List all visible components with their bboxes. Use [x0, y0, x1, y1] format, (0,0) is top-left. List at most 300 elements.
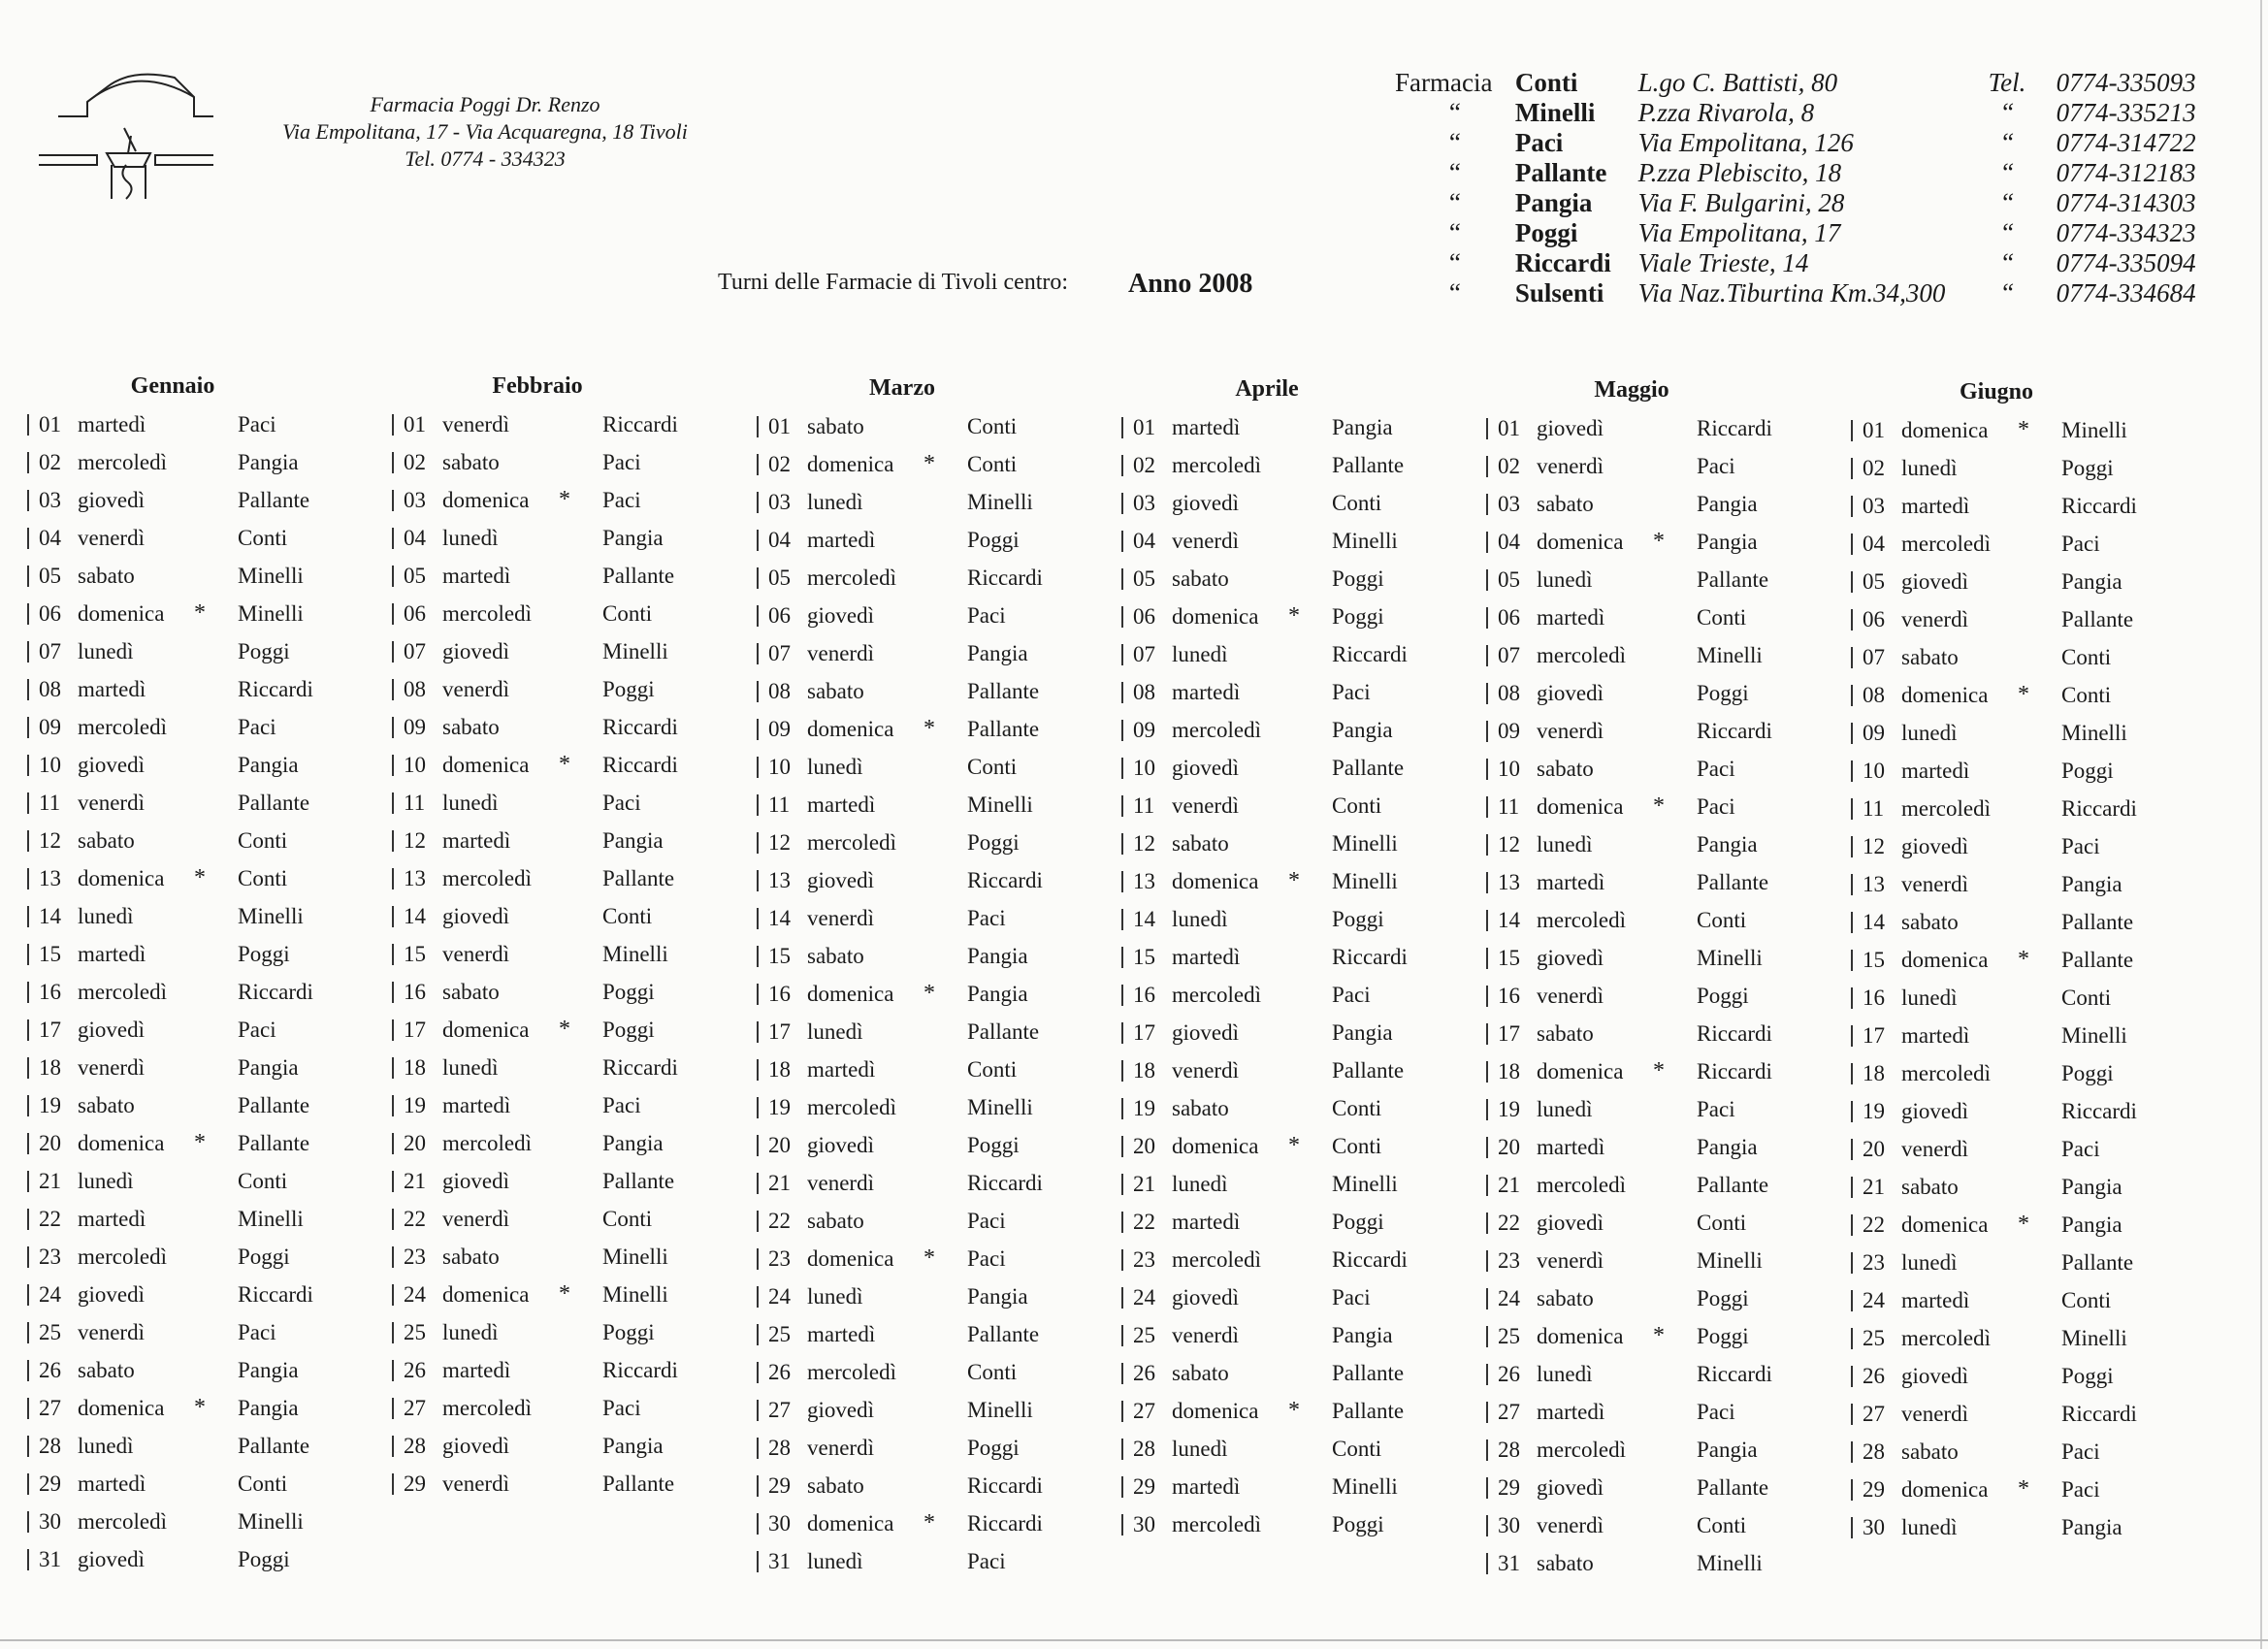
- day-row: [757, 1088, 1106, 1126]
- day-number: 14: [404, 904, 426, 928]
- day-row: [392, 935, 741, 973]
- day-number: 23: [1863, 1250, 1885, 1275]
- weekday: martedì: [1172, 945, 1241, 969]
- directory-address: Via Empolitana, 17: [1637, 218, 1841, 247]
- weekday: domenica: [1901, 1212, 1989, 1237]
- weekday: martedì: [1901, 494, 1970, 518]
- duty-pharmacy: Pallante: [602, 866, 675, 890]
- weekday: martedì: [1901, 1023, 1970, 1048]
- weekday: giovedì: [1537, 416, 1604, 440]
- duty-pharmacy: Riccardi: [1697, 719, 1772, 743]
- day-row: [1486, 485, 1835, 523]
- day-number: 07: [1498, 643, 1520, 667]
- weekday: martedì: [442, 1093, 511, 1117]
- duty-pharmacy: Pallante: [967, 1322, 1040, 1346]
- weekday: venerdì: [442, 942, 509, 966]
- weekday: lunedì: [442, 1055, 499, 1080]
- day-row: [392, 784, 741, 822]
- day-number: 17: [1133, 1020, 1155, 1045]
- duty-pharmacy: Paci: [2061, 1439, 2100, 1464]
- month-column-maggio: [1486, 371, 1835, 1582]
- day-number: 12: [39, 828, 61, 853]
- weekday: venerdì: [442, 677, 509, 701]
- day-row: [1486, 1128, 1835, 1166]
- day-number: 27: [404, 1396, 426, 1420]
- weekday: sabato: [78, 1358, 135, 1382]
- day-number: 22: [1498, 1211, 1520, 1235]
- weekday: sabato: [807, 944, 864, 968]
- day-row: [1486, 825, 1835, 863]
- duty-pharmacy: Riccardi: [967, 1511, 1043, 1536]
- day-row: [27, 708, 376, 746]
- holiday-star: *: [2018, 1476, 2029, 1502]
- weekday: mercoledì: [78, 1245, 167, 1269]
- day-row: [392, 481, 741, 519]
- duty-pharmacy: Conti: [1332, 1437, 1382, 1461]
- weekday: lunedì: [1172, 1437, 1228, 1461]
- row-divider: [27, 1473, 29, 1495]
- day-number: 29: [1133, 1474, 1155, 1499]
- weekday: venerdì: [1901, 1137, 1968, 1161]
- row-divider: [1486, 1175, 1488, 1196]
- day-number: 09: [404, 715, 426, 739]
- day-row: [392, 557, 741, 595]
- weekday: martedì: [1172, 1474, 1241, 1499]
- day-number: 22: [768, 1209, 791, 1233]
- day-number: 10: [1498, 757, 1520, 781]
- weekday: lunedì: [1537, 832, 1593, 857]
- row-divider: [1121, 493, 1123, 514]
- day-row: [1851, 1471, 2200, 1508]
- day-row: [1121, 787, 1471, 824]
- weekday: venerdì: [807, 1436, 874, 1460]
- day-number: 14: [1498, 908, 1520, 932]
- month-title: Maggio: [1594, 377, 1669, 403]
- day-row: [1851, 1054, 2200, 1092]
- weekday: giovedì: [1172, 756, 1239, 780]
- row-divider: [27, 528, 29, 549]
- row-divider: [757, 643, 759, 664]
- duty-pharmacy: Pangia: [602, 1434, 664, 1458]
- row-divider: [757, 1173, 759, 1194]
- day-number: 25: [1133, 1323, 1155, 1347]
- weekday: mercoledì: [78, 715, 167, 739]
- row-divider: [1486, 1364, 1488, 1385]
- day-row: [757, 407, 1106, 445]
- weekday: venerdì: [442, 1471, 509, 1496]
- duty-pharmacy: Paci: [1697, 757, 1735, 781]
- directory-pharmacy-name: Sulsenti: [1514, 278, 1604, 307]
- row-divider: [392, 944, 394, 965]
- day-row: [1121, 1089, 1471, 1127]
- row-divider: [1121, 1060, 1123, 1082]
- duty-pharmacy: Pallante: [238, 1434, 310, 1458]
- duty-pharmacy: Conti: [967, 1360, 1018, 1384]
- directory-phone-number: 0774-335093: [2056, 68, 2196, 97]
- row-divider: [1851, 1139, 1853, 1160]
- row-divider: [1851, 987, 1853, 1009]
- day-number: 28: [39, 1434, 61, 1458]
- weekday: giovedì: [1537, 1211, 1604, 1235]
- day-row: [1851, 1357, 2200, 1395]
- day-row: [1486, 1431, 1835, 1469]
- weekday: lunedì: [1901, 456, 1958, 480]
- day-row: [757, 1013, 1106, 1051]
- day-row: [27, 1200, 376, 1238]
- day-row: [392, 746, 741, 784]
- weekday: martedì: [78, 942, 146, 966]
- day-number: 20: [39, 1131, 61, 1155]
- row-divider: [1486, 986, 1488, 1007]
- weekday: mercoledì: [1172, 983, 1261, 1007]
- duty-pharmacy: Poggi: [2061, 759, 2114, 783]
- day-number: 25: [39, 1320, 61, 1344]
- schedule-subtitle: Turni delle Farmacie di Tivoli centro:: [718, 270, 1069, 295]
- day-row: [1121, 1354, 1471, 1392]
- row-divider: [757, 1362, 759, 1383]
- day-number: 18: [404, 1055, 426, 1080]
- weekday: venerdì: [1172, 529, 1239, 553]
- day-number: 09: [1498, 719, 1520, 743]
- day-row: [1851, 1168, 2200, 1206]
- duty-pharmacy: Riccardi: [602, 1358, 678, 1382]
- day-number: 26: [39, 1358, 61, 1382]
- directory-address: P.zza Rivarola, 8: [1637, 98, 1815, 127]
- duty-pharmacy: Riccardi: [238, 980, 313, 1004]
- day-number: 03: [768, 490, 791, 514]
- day-row: [392, 1124, 741, 1162]
- duty-pharmacy: Minelli: [602, 639, 668, 663]
- weekday: giovedì: [1901, 834, 1968, 858]
- row-divider: [392, 830, 394, 852]
- day-row: [392, 1276, 741, 1313]
- directory-lead: “: [1448, 188, 1461, 217]
- day-row: [757, 634, 1106, 672]
- weekday: domenica: [78, 1131, 165, 1155]
- day-number: 30: [768, 1511, 791, 1536]
- duty-pharmacy: Paci: [967, 1209, 1006, 1233]
- row-divider: [392, 906, 394, 927]
- row-divider: [757, 794, 759, 816]
- row-divider: [757, 605, 759, 627]
- weekday: venerdì: [442, 412, 509, 436]
- day-number: 15: [1863, 948, 1885, 972]
- duty-pharmacy: Pallante: [967, 679, 1040, 703]
- directory-phone-number: 0774-334684: [2056, 278, 2196, 307]
- duty-pharmacy: Paci: [1332, 1285, 1371, 1310]
- day-row: [1121, 673, 1471, 711]
- day-number: 10: [39, 753, 61, 777]
- day-number: 28: [1863, 1439, 1885, 1464]
- day-row: [27, 1011, 376, 1049]
- weekday: domenica: [442, 753, 530, 777]
- directory-tel-label: “: [1999, 218, 2015, 247]
- row-divider: [27, 566, 29, 587]
- weekday: giovedì: [1901, 1099, 1968, 1123]
- day-row: [1486, 598, 1835, 636]
- duty-pharmacy: Pallante: [238, 1131, 310, 1155]
- directory-address: Via Naz.Tiburtina Km.34,300: [1637, 278, 1946, 307]
- weekday: domenica: [807, 982, 894, 1006]
- day-number: 01: [404, 412, 426, 436]
- day-number: 14: [768, 906, 791, 930]
- day-row: [392, 1200, 741, 1238]
- duty-pharmacy: Pallante: [1332, 453, 1405, 477]
- directory-tel-label: “: [1999, 158, 2015, 187]
- day-row: [27, 1086, 376, 1124]
- day-number: 06: [1133, 604, 1155, 629]
- holiday-star: *: [2018, 417, 2029, 442]
- row-divider: [757, 1286, 759, 1308]
- row-divider: [27, 1057, 29, 1079]
- duty-pharmacy: Poggi: [238, 942, 290, 966]
- weekday: mercoledì: [78, 1509, 167, 1534]
- directory-tel-label: “: [1999, 248, 2015, 277]
- day-number: 16: [1863, 986, 1885, 1010]
- weekday: lunedì: [807, 1284, 863, 1309]
- pharmacy-address: Via Empolitana, 17 - Via Acquaregna, 18 Tivoli: [282, 119, 688, 144]
- row-divider: [392, 792, 394, 814]
- row-divider: [1121, 1287, 1123, 1309]
- duty-pharmacy: Minelli: [2061, 418, 2127, 442]
- weekday: martedì: [1172, 415, 1241, 439]
- row-divider: [392, 528, 394, 549]
- directory-pharmacy-name: Poggi: [1514, 218, 1578, 247]
- day-number: 07: [768, 641, 791, 665]
- month-column-gennaio: [27, 367, 376, 1578]
- duty-pharmacy: Poggi: [967, 1133, 1020, 1157]
- duty-pharmacy: Minelli: [1332, 529, 1398, 553]
- day-row: [1486, 1544, 1835, 1582]
- weekday: mercoledì: [807, 1095, 896, 1119]
- weekday: venerdì: [807, 641, 874, 665]
- row-divider: [1121, 871, 1123, 892]
- weekday: giovedì: [1537, 1475, 1604, 1500]
- day-row: [1851, 1508, 2200, 1546]
- row-divider: [27, 1284, 29, 1306]
- weekday: martedì: [1537, 605, 1605, 630]
- day-number: 07: [1133, 642, 1155, 666]
- weekday: domenica: [442, 488, 530, 512]
- weekday: sabato: [1537, 492, 1594, 516]
- row-divider: [1121, 1325, 1123, 1346]
- duty-pharmacy: Pangia: [967, 641, 1028, 665]
- row-divider: [27, 679, 29, 700]
- duty-pharmacy: Pangia: [967, 1284, 1028, 1309]
- day-number: 22: [39, 1207, 61, 1231]
- month-title: Gennaio: [130, 373, 215, 399]
- day-number: 18: [39, 1055, 61, 1080]
- day-row: [392, 443, 741, 481]
- row-divider: [757, 832, 759, 854]
- day-number: 24: [768, 1284, 791, 1309]
- duty-pharmacy: Poggi: [2061, 1364, 2114, 1388]
- day-row: [1486, 788, 1835, 825]
- row-divider: [1486, 1553, 1488, 1574]
- day-number: 15: [39, 942, 61, 966]
- day-number: 11: [404, 791, 426, 815]
- day-number: 13: [1498, 870, 1520, 894]
- weekday: lunedì: [1901, 1250, 1958, 1275]
- day-row: [757, 937, 1106, 975]
- weekday: sabato: [1172, 1361, 1229, 1385]
- duty-pharmacy: Conti: [602, 601, 653, 626]
- day-number: 09: [768, 717, 791, 741]
- row-divider: [1486, 1250, 1488, 1272]
- month-column-febbraio: [392, 367, 741, 1503]
- day-number: 13: [1863, 872, 1885, 896]
- day-number: 13: [768, 868, 791, 892]
- day-number: 16: [1498, 984, 1520, 1008]
- day-number: 27: [1863, 1402, 1885, 1426]
- weekday: venerdì: [78, 1055, 145, 1080]
- weekday: venerdì: [1537, 1513, 1604, 1537]
- directory-address: Via F. Bulgarini, 28: [1637, 188, 1845, 217]
- holiday-star: *: [923, 981, 935, 1006]
- row-divider: [1851, 874, 1853, 895]
- weekday: giovedì: [1172, 491, 1239, 515]
- row-divider: [1486, 1137, 1488, 1158]
- directory-phone-number: 0774-312183: [2056, 158, 2196, 187]
- day-number: 20: [768, 1133, 791, 1157]
- duty-pharmacy: Conti: [238, 828, 288, 853]
- duty-pharmacy: Conti: [1697, 1513, 1747, 1537]
- duty-pharmacy: Pallante: [238, 1093, 310, 1117]
- duty-pharmacy: Riccardi: [2061, 1402, 2137, 1426]
- duty-pharmacy: Paci: [1697, 454, 1735, 478]
- day-row: [1486, 561, 1835, 598]
- holiday-star: *: [559, 752, 570, 777]
- weekday: mercoledì: [442, 601, 532, 626]
- duty-pharmacy: Poggi: [602, 1018, 655, 1042]
- weekday: lunedì: [1901, 986, 1958, 1010]
- month-title: Giugno: [1959, 379, 2034, 404]
- day-number: 01: [39, 412, 61, 436]
- weekday: venerdì: [1172, 1323, 1239, 1347]
- day-number: 15: [768, 944, 791, 968]
- row-divider: [1121, 1136, 1123, 1157]
- row-divider: [1851, 685, 1853, 706]
- directory-row: [1395, 158, 2229, 188]
- duty-pharmacy: Riccardi: [602, 753, 678, 777]
- day-number: 08: [768, 679, 791, 703]
- weekday: domenica: [442, 1018, 530, 1042]
- day-number: 18: [1133, 1058, 1155, 1083]
- weekday: giovedì: [442, 639, 509, 663]
- row-divider: [757, 908, 759, 929]
- holiday-star: *: [1653, 793, 1665, 819]
- weekday: domenica: [1172, 604, 1259, 629]
- day-number: 11: [1863, 796, 1885, 821]
- day-number: 28: [1498, 1438, 1520, 1462]
- row-divider: [392, 868, 394, 889]
- month-column-giugno: [1851, 372, 2200, 1546]
- duty-pharmacy: Minelli: [967, 792, 1033, 817]
- duty-pharmacy: Minelli: [2061, 1326, 2127, 1350]
- day-row: [757, 521, 1106, 559]
- row-divider: [392, 1246, 394, 1268]
- duty-pharmacy: Pallante: [1697, 567, 1769, 592]
- duty-pharmacy: Minelli: [1697, 1551, 1763, 1575]
- weekday: domenica: [442, 1282, 530, 1307]
- weekday: domenica: [1172, 1399, 1259, 1423]
- weekday: mercoledì: [442, 1131, 532, 1155]
- day-row: [1486, 1204, 1835, 1242]
- weekday: giovedì: [1901, 569, 1968, 594]
- day-number: 21: [404, 1169, 426, 1193]
- duty-pharmacy: Pangia: [1332, 415, 1393, 439]
- row-divider: [757, 1400, 759, 1421]
- directory-lead: “: [1448, 98, 1461, 127]
- duty-pharmacy: Poggi: [967, 1436, 1020, 1460]
- row-divider: [1121, 644, 1123, 665]
- pharmacy-phone: Tel. 0774 - 334323: [405, 146, 566, 171]
- duty-pharmacy: Pallante: [238, 488, 310, 512]
- day-row: [757, 672, 1106, 710]
- row-divider: [27, 1133, 29, 1154]
- day-number: 10: [1133, 756, 1155, 780]
- row-divider: [757, 1211, 759, 1232]
- row-divider: [27, 868, 29, 889]
- day-row: [392, 632, 741, 670]
- weekday: venerdì: [1537, 719, 1604, 743]
- directory-tel-label: “: [1999, 128, 2015, 157]
- duty-pharmacy: Pallante: [602, 1471, 675, 1496]
- weekday: domenica: [1901, 948, 1989, 972]
- day-number: 02: [1498, 454, 1520, 478]
- duty-pharmacy: Poggi: [1332, 907, 1384, 931]
- row-divider: [1121, 985, 1123, 1006]
- day-number: 15: [1498, 946, 1520, 970]
- day-row: [757, 483, 1106, 521]
- directory-address: L.go C. Battisti, 80: [1637, 68, 1838, 97]
- weekday: sabato: [1172, 566, 1229, 591]
- duty-pharmacy: Minelli: [967, 490, 1033, 514]
- row-divider: [1851, 609, 1853, 630]
- day-number: 10: [404, 753, 426, 777]
- day-row: [757, 899, 1106, 937]
- day-row: [1486, 901, 1835, 939]
- day-number: 07: [39, 639, 61, 663]
- day-row: [1851, 865, 2200, 903]
- holiday-star: *: [194, 865, 206, 890]
- weekday: giovedì: [1537, 946, 1604, 970]
- weekday: lunedì: [807, 1549, 863, 1573]
- day-row: [1121, 1165, 1471, 1203]
- day-number: 05: [768, 566, 791, 590]
- holiday-star: *: [1288, 1133, 1300, 1158]
- weekday: domenica: [1172, 1134, 1259, 1158]
- duty-pharmacy: Conti: [1332, 1096, 1382, 1120]
- weekday: giovedì: [1901, 1364, 1968, 1388]
- weekday: mercoledì: [78, 450, 167, 474]
- day-number: 26: [1863, 1364, 1885, 1388]
- day-row: [1851, 525, 2200, 563]
- weekday: giovedì: [807, 1133, 874, 1157]
- directory-row: [1395, 278, 2229, 308]
- weekday: mercoledì: [442, 1396, 532, 1420]
- day-row: [27, 1540, 376, 1578]
- duty-pharmacy: Minelli: [602, 1245, 668, 1269]
- day-row: [1851, 449, 2200, 487]
- day-number: 05: [1133, 566, 1155, 591]
- day-row: [1121, 1203, 1471, 1241]
- day-row: [1851, 1244, 2200, 1281]
- row-divider: [1121, 1249, 1123, 1271]
- directory-pharmacy-name: Paci: [1514, 128, 1564, 157]
- row-divider: [1486, 872, 1488, 893]
- day-number: 21: [768, 1171, 791, 1195]
